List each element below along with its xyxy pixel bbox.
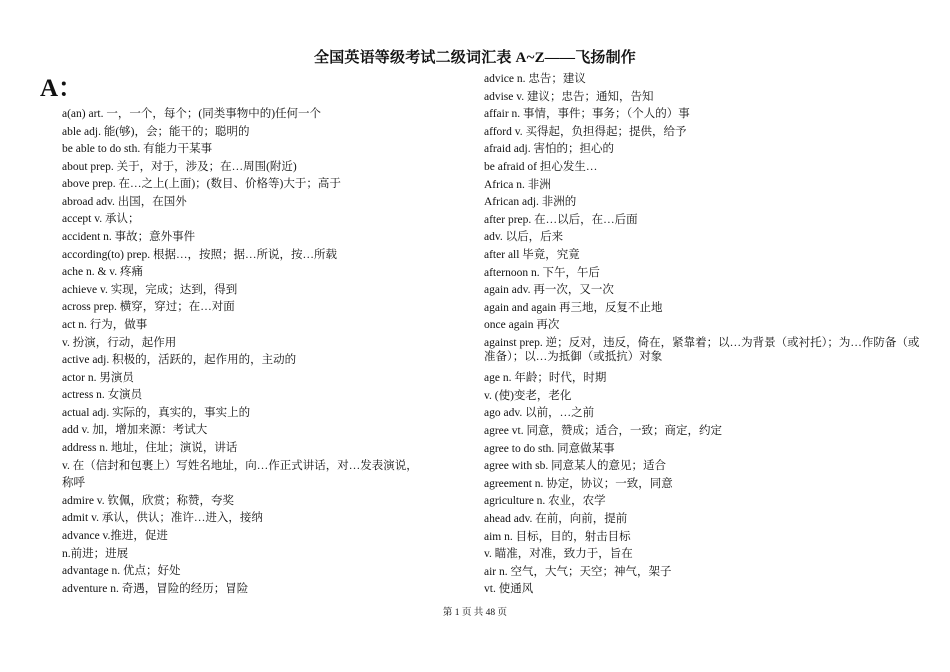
vocab-entry: vt. 使通风: [484, 583, 534, 596]
vocab-entry: once again 再次: [484, 319, 560, 332]
vocab-entry: admit v. 承认，供认；准许…进入，接纳: [62, 512, 263, 525]
section-heading-a: A：: [40, 75, 84, 102]
vocab-entry: advance v.推进，促进: [62, 529, 168, 542]
vocab-entry: afford v. 买得起，负担得起；提供，给予: [484, 125, 687, 138]
vocab-entry: advise v. 建议；忠告；通知，告知: [484, 90, 654, 103]
vocab-entry: a(an) art. 一，一个，每个；(同类事物中的)任何一个: [62, 108, 322, 120]
vocab-entry: n.前进；进展: [62, 547, 129, 560]
vocab-entry: be able to do sth. 有能力干某事: [62, 143, 213, 156]
vocab-entry: agriculture n. 农业，农学: [484, 495, 606, 508]
vocab-entry: adventure n. 奇遇，冒险的经历；冒险: [62, 582, 249, 595]
vocab-entry: ahead adv. 在前，向前，提前: [484, 513, 628, 525]
vocab-entry: ago adv. 以前，…之前: [484, 407, 595, 420]
vocab-entry: 称呼: [62, 477, 85, 490]
vocab-entry: v. (使)变老，老化: [484, 389, 572, 402]
vocab-entry: accident n. 事故；意外事件: [62, 231, 196, 244]
vocab-entry: able adj. 能(够)，会；能干的；聪明的: [62, 125, 250, 138]
vocab-entry: after prep. 在…以后，在…后面: [484, 213, 638, 226]
vocab-entry: about prep. 关于，对于，涉及；在…周围(附近): [62, 160, 297, 173]
vocab-entry: v. 扮演，行动，起作用: [62, 336, 177, 349]
vocab-entry: ache n. & v. 疼痛: [62, 266, 144, 279]
page-title: 全国英语等级考试二级词汇表 A~Z——飞扬制作: [314, 50, 636, 66]
vocab-entry: actual adj. 实际的，真实的，事实上的: [62, 406, 251, 419]
vocab-entry: agreement n. 协定，协议；一致，同意: [484, 477, 673, 490]
vocab-entry: add v. 加，增加来源：考试大: [62, 424, 208, 437]
vocab-entry: again and again 再三地，反复不止地: [484, 301, 663, 314]
vocab-entry: again adv. 再一次，又一次: [484, 284, 614, 297]
vocab-entry: according(to) prep. 根据…，按照；据…所说，按…所载: [62, 248, 337, 261]
vocab-entry: address n. 地址，住址；演说，讲话: [62, 442, 238, 455]
vocab-entry: active adj. 积极的，活跃的，起作用的，主动的: [62, 354, 297, 367]
vocab-entry: advice n. 忠告；建议: [484, 73, 586, 85]
vocab-entry: afraid adj. 害怕的；担心的: [484, 143, 614, 156]
vocab-entry: accept v. 承认；: [62, 213, 140, 226]
vocab-entry: act n. 行为，做事: [62, 318, 148, 331]
vocab-entry: actress n. 女演员: [62, 389, 143, 402]
vocab-entry: advantage n. 优点；好处: [62, 565, 181, 578]
vocab-entry: across prep. 横穿，穿过；在…对面: [62, 301, 235, 314]
vocab-entry: actor n. 男演员: [62, 371, 134, 384]
vocab-entry: age n. 年龄；时代，时期: [484, 372, 607, 385]
vocab-entry: after all 毕竟，究竟: [484, 249, 580, 261]
vocab-entry: abroad adv. 出国，在国外: [62, 195, 187, 208]
vocab-entry: admire v. 钦佩，欣赏；称赞，夸奖: [62, 494, 235, 507]
vocab-entry: agree with sb. 同意某人的意见；适合: [484, 460, 667, 473]
vocab-entry: v. 在（信封和包裹上）写姓名地址，向…作正式讲话，对…发表演说，: [62, 459, 418, 472]
vocab-entry: be afraid of 担心发生…: [484, 161, 598, 173]
vocab-entry: achieve v. 实现，完成；达到，得到: [62, 283, 238, 296]
vocab-entry: agree to do sth. 同意做某事: [484, 442, 615, 455]
vocab-entry: adv. 以后，后来: [484, 231, 564, 244]
vocab-entry: Africa n. 非洲: [484, 178, 551, 191]
vocab-entry: afternoon n. 下午，午后: [484, 266, 600, 279]
page-footer: 第 1 页 共 48 页: [442, 608, 508, 618]
vocab-entry: against prep. 逆；反对，违反，倚在，紧靠着；以…为背景（或衬托）；为…作防备（或准备）；以…为抵御（或抵抗）对象: [484, 337, 920, 363]
vocab-entry: air n. 空气，大气；天空；神气，架子: [484, 565, 672, 578]
vocab-entry: v. 瞄准，对准，致力于，旨在: [484, 548, 633, 561]
vocab-entry: affair n. 事情，事件；事务；（个人的）事: [484, 108, 690, 121]
vocab-entry: African adj. 非洲的: [484, 196, 577, 209]
vocab-entry: aim n. 目标，目的，射击目标: [484, 530, 631, 543]
vocab-entry: above prep. 在…之上(上面)；(数目、价格等)大于；高于: [62, 178, 341, 191]
vocab-entry: agree vt. 同意，赞成；适合，一致；商定，约定: [484, 425, 722, 437]
